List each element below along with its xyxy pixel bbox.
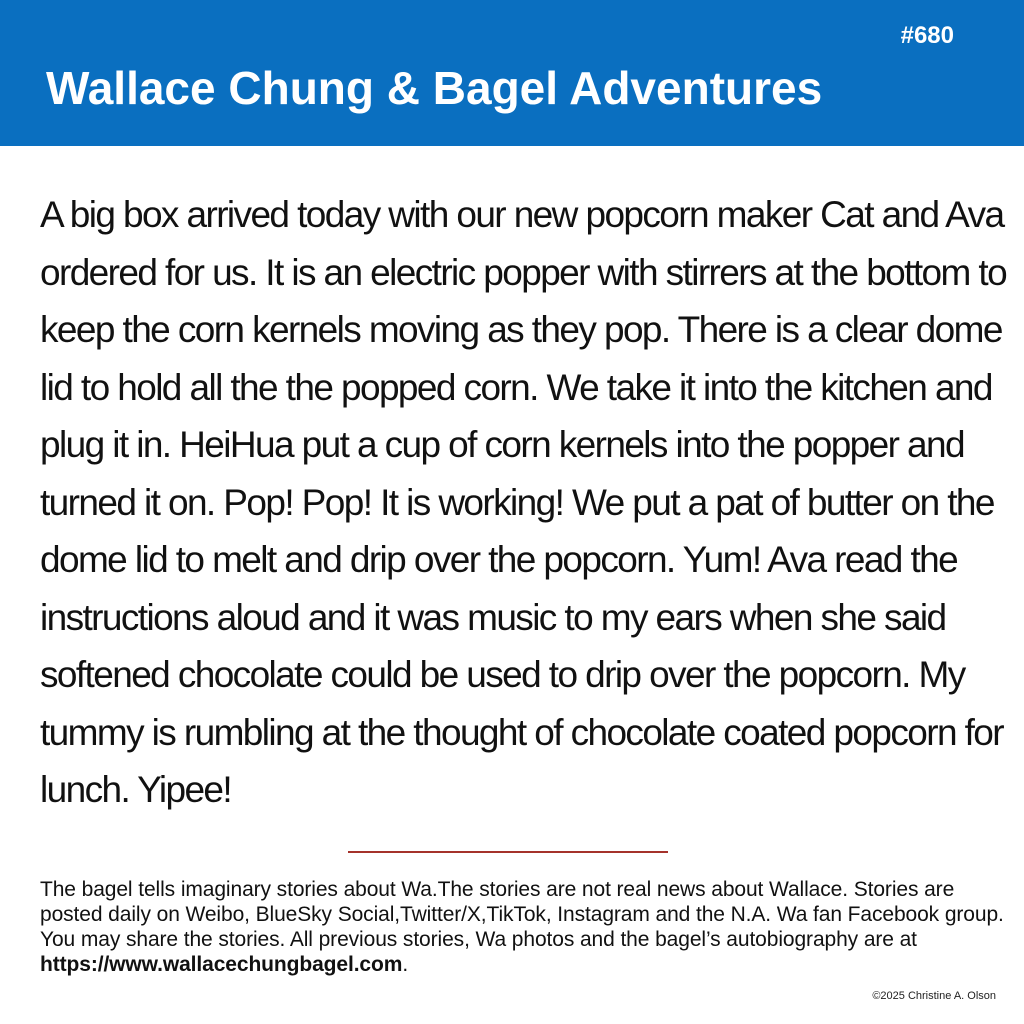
header-banner <box>0 0 1024 146</box>
story-number: #680 <box>900 22 954 49</box>
footer-text: The bagel tells imaginary stories about Wa.The stories are not real news about Wallace. Stories are posted daily on Weibo, BlueSky Social,Twitter/X,TikTok, Instagram and the N.A. Wa fan Facebook group. You may share the stories. All previous stories, Wa photos and the bagel’s autobiography are at <box>40 878 1004 951</box>
story-text: A big box arrived today with our new popcorn maker Cat and Ava ordered for us. It is an electric popper with stirrers at the bottom to keep the corn kernels moving as they pop. There is a clear dome lid to hold all the the popped corn. We take it into the kitchen and plug it in. HeiHua put a cup of corn kernels into the popper and turned it on. Pop! Pop! It is working! We put a pat of butter on the dome lid to melt and drip over the popcorn. Yum! Ava read the instructions aloud and it was music to my ears when she said softened chocolate could be used to drip over the popcorn. My tummy is rumbling at the thought of chocolate coated popcorn for lunch. Yipee! <box>40 194 1007 810</box>
story-body <box>40 186 1010 819</box>
website-link[interactable]: https://www.wallacechungbagel.com <box>40 953 403 976</box>
divider-line <box>348 851 668 853</box>
footer-period: . <box>402 953 409 976</box>
footer-paragraph <box>40 877 1020 977</box>
footer-note <box>40 877 1020 977</box>
copyright-notice: ©2025 Christine A. Olson <box>872 990 996 1002</box>
page-title: Wallace Chung & Bagel Adventures <box>46 62 823 114</box>
